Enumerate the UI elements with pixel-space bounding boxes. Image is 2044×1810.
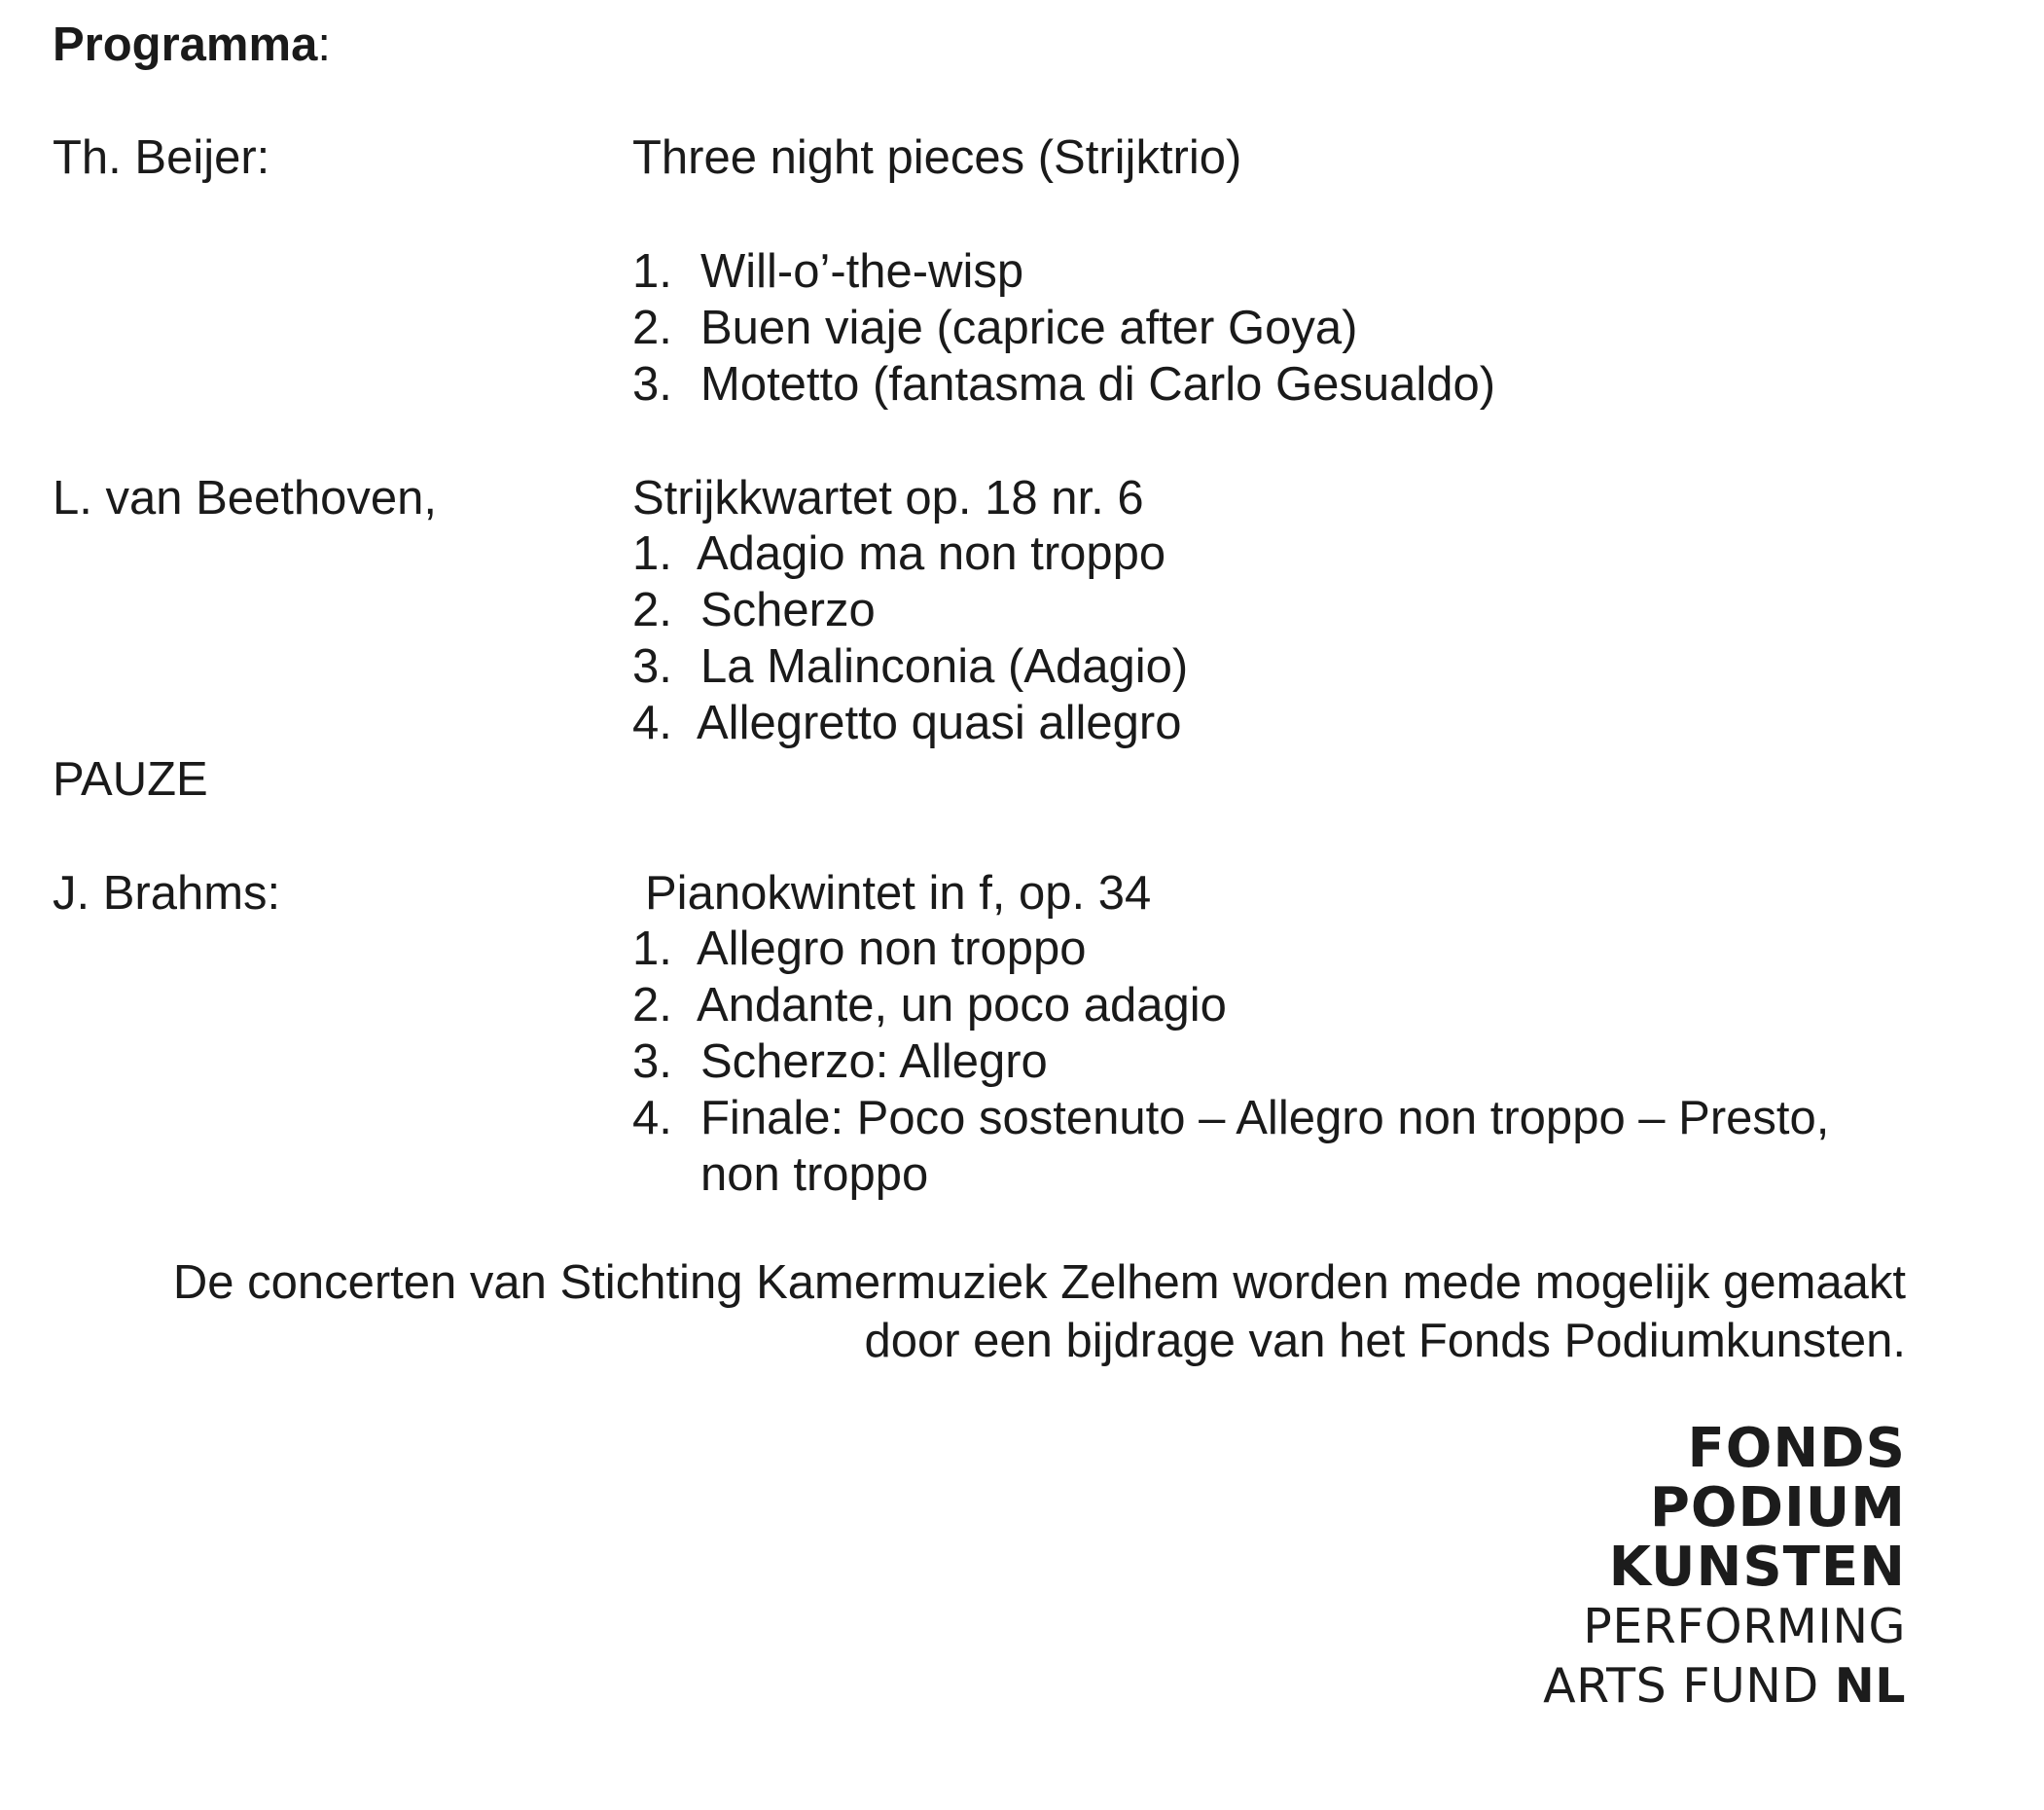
- composer-brahms: J. Brahms:: [53, 867, 281, 920]
- movement-number: 4.: [632, 1092, 672, 1144]
- movement-number: 2.: [632, 979, 672, 1032]
- movement-number: 3.: [632, 1035, 672, 1088]
- movement-title: Allegro non troppo: [697, 923, 1087, 975]
- movement-title: Will-o’-the-wisp: [700, 245, 1024, 298]
- movement-title: Allegretto quasi allegro: [697, 697, 1182, 749]
- movement-item: [632, 1091, 1897, 1145]
- logo-arts-fund-text: ARTS FUND: [1543, 1658, 1819, 1714]
- movement-item: [632, 922, 1897, 976]
- movement-item: [632, 696, 1897, 750]
- movement-number: 3.: [632, 358, 672, 411]
- movement-item: [632, 244, 1897, 299]
- movement-title: Scherzo: [700, 584, 876, 636]
- movement-number: 4.: [632, 697, 672, 749]
- sponsor-note-line-2: door een bijdrage van het Fonds Podiumkunsten.: [864, 1315, 1906, 1367]
- composer-beethoven: L. van Beethoven,: [53, 472, 438, 525]
- fonds-podiumkunsten-logo: [1543, 1419, 1906, 1716]
- movement-item: [632, 978, 1897, 1032]
- work-brahms: Pianokwintet in f, op. 34: [645, 867, 1152, 920]
- movement-number: 3.: [632, 640, 672, 693]
- movement-item: [632, 583, 1897, 637]
- movement-number: 1.: [632, 527, 672, 580]
- movement-title: Buen viaje (caprice after Goya): [700, 302, 1358, 354]
- logo-line-kunsten: KUNSTEN: [1608, 1536, 1906, 1599]
- movement-item: [632, 357, 1897, 412]
- movement-title: La Malinconia (Adagio): [700, 640, 1189, 693]
- work-beethoven: Strijkkwartet op. 18 nr. 6: [632, 472, 1144, 525]
- movement-item: [632, 526, 1897, 581]
- movement-title: Andante, un poco adagio: [697, 979, 1227, 1032]
- composer-beijer: Th. Beijer:: [53, 131, 270, 184]
- movement-title: Motetto (fantasma di Carlo Gesualdo): [700, 358, 1496, 411]
- sponsor-note-line-1: De concerten van Stichting Kamermuziek Zelhem worden mede mogelijk gemaakt: [172, 1256, 1906, 1309]
- movement-title-continuation: non troppo: [700, 1148, 929, 1201]
- movement-number: 2.: [632, 302, 672, 354]
- work-beijer: Three night pieces (Strijktrio): [632, 131, 1242, 184]
- logo-line-performing: PERFORMING: [1583, 1599, 1906, 1654]
- movement-number: 1.: [632, 245, 672, 298]
- movement-item: [632, 1034, 1897, 1089]
- page-title: [53, 18, 331, 72]
- sponsor-note: [173, 1253, 1906, 1370]
- logo-line-podium: PODIUM: [1649, 1476, 1906, 1539]
- logo-line-arts-fund: [1543, 1656, 1906, 1716]
- logo-nl-text: NL: [1834, 1658, 1906, 1714]
- movement-item: [632, 301, 1897, 355]
- pause-label: PAUZE: [53, 753, 208, 806]
- page-title-label: Programma: [53, 18, 318, 71]
- movement-number: 2.: [632, 584, 672, 636]
- logo-line-fonds: FONDS: [1687, 1417, 1906, 1480]
- movement-title: Finale: Poco sostenuto – Allegro non troppo – Presto,: [700, 1092, 1830, 1144]
- movement-title: Scherzo: Allegro: [700, 1035, 1048, 1088]
- movement-number: 1.: [632, 923, 672, 975]
- movement-title: Adagio ma non troppo: [697, 527, 1166, 580]
- movement-continuation: [632, 1147, 1897, 1202]
- page-title-colon: :: [317, 18, 331, 71]
- movement-item: [632, 639, 1897, 694]
